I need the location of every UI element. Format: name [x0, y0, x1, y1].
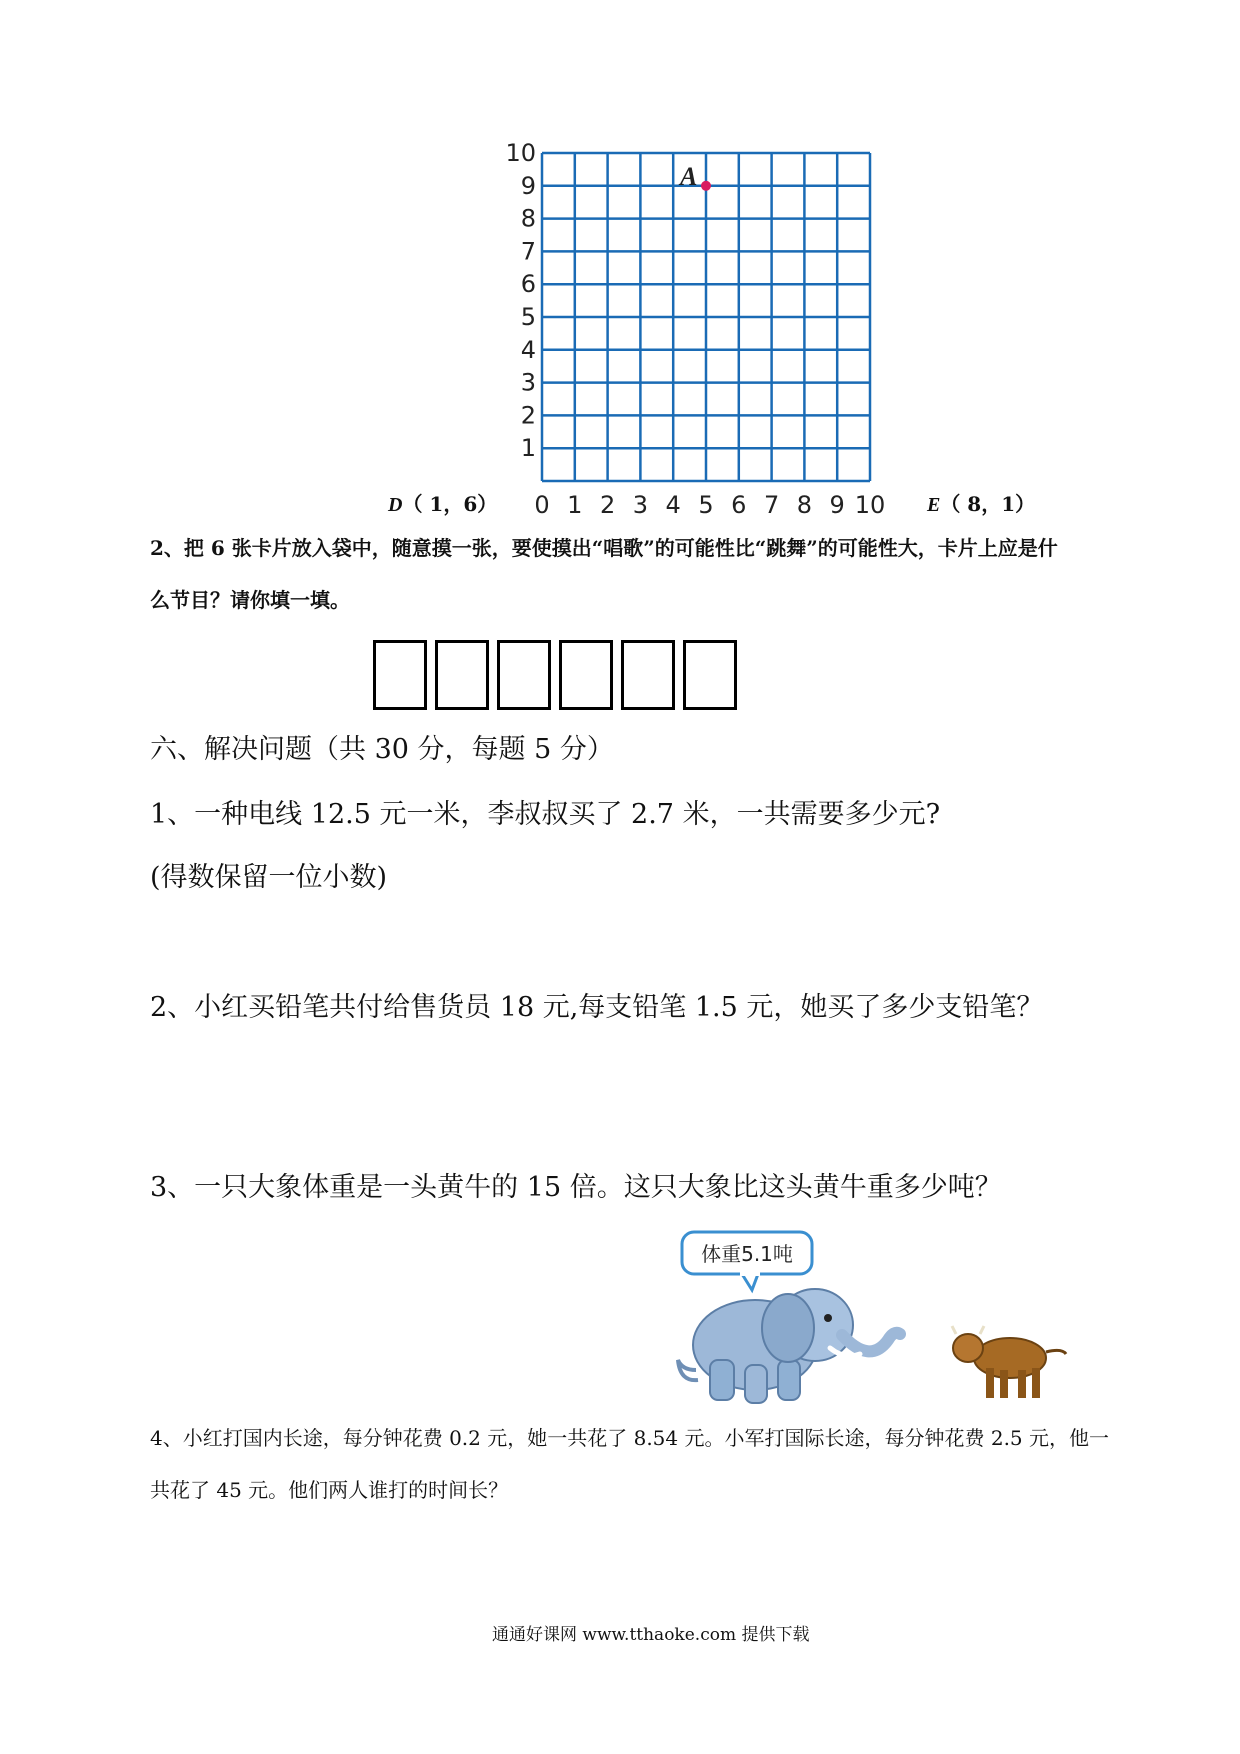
y-tick-label: 1: [520, 434, 536, 463]
card-box[interactable]: [683, 640, 737, 710]
x-tick-label: 2: [599, 491, 616, 519]
y-tick-label: 10: [505, 139, 536, 167]
x-tick-label: 1: [567, 491, 583, 519]
y-tick-label: 4: [520, 335, 536, 364]
elephant-ox-illustration: [670, 1230, 1090, 1410]
footer-text: 通通好课网 www.tthaoke.com 提供下载: [492, 1625, 810, 1645]
y-tick-label: 3: [520, 368, 536, 397]
question-2-line2: 么节目？请你填一填。: [150, 588, 350, 612]
point-a: [701, 181, 711, 191]
card-row: [373, 640, 737, 710]
question-2-line1: 2、把 6 张卡片放入袋中，随意摸一张，要使摸出“唱歌”的可能性比“跳舞”的可能性大，卡片上应是什: [150, 536, 1058, 560]
x-tick-label: 4: [665, 491, 681, 519]
y-tick-label: 5: [520, 303, 536, 331]
card-box[interactable]: [497, 640, 551, 710]
point-e-label: E（ 8，1）: [927, 492, 1036, 516]
y-tick-label: 8: [520, 204, 536, 233]
x-tick-label: 0: [534, 491, 550, 519]
y-tick-label: 2: [520, 401, 536, 430]
problem-4: [150, 1412, 1150, 1516]
question-2-text: [150, 522, 1150, 626]
x-tick-label: 3: [632, 491, 649, 519]
ox-icon: [952, 1326, 1066, 1398]
x-tick-label: 6: [731, 491, 747, 519]
section-6-title: 六、解决问题（共 30 分，每题 5 分）: [150, 734, 614, 765]
card-box[interactable]: [373, 640, 427, 710]
elephant-icon: [678, 1289, 900, 1403]
card-box[interactable]: [559, 640, 613, 710]
y-tick-label: 7: [520, 237, 536, 266]
y-tick-label: 9: [520, 171, 536, 200]
problem-1-line2: (得数保留一位小数): [150, 862, 388, 893]
x-tick-label: 10: [854, 491, 886, 519]
problem-4-line1: 4、小红打国内长途，每分钟花费 0.2 元，她一共花了 8.54 元。小军打国际长途，每分钟花费 2.5 元，他一: [150, 1426, 1110, 1450]
problem-4-line2: 共花了 45 元。他们两人谁打的时间长？: [150, 1478, 509, 1502]
y-tick-label: 6: [520, 270, 536, 299]
speech-bubble: [682, 1232, 812, 1290]
card-box[interactable]: [435, 640, 489, 710]
bubble-text: 体重5.1吨: [701, 1242, 793, 1266]
coordinate-grid: [500, 139, 886, 525]
point-a-label: A: [680, 161, 698, 191]
problem-3: 3、一只大象体重是一头黄牛的 15 倍。这只大象比这头黄牛重多少吨？: [150, 1172, 1002, 1203]
x-tick-label: 7: [763, 491, 780, 519]
card-box[interactable]: [621, 640, 675, 710]
problem-1-line1: 1、一种电线 12.5 元一米，李叔叔买了 2.7 米，一共需要多少元?: [150, 799, 941, 830]
x-tick-label: 8: [796, 491, 813, 519]
x-tick-label: 9: [829, 491, 845, 519]
x-tick-label: 5: [698, 491, 714, 519]
problem-2: 2、小红买铅笔共付给售货员 18 元,每支铅笔 1.5 元，她买了多少支铅笔？: [150, 992, 1044, 1023]
point-d-label: D（ 1，6）: [388, 492, 498, 516]
